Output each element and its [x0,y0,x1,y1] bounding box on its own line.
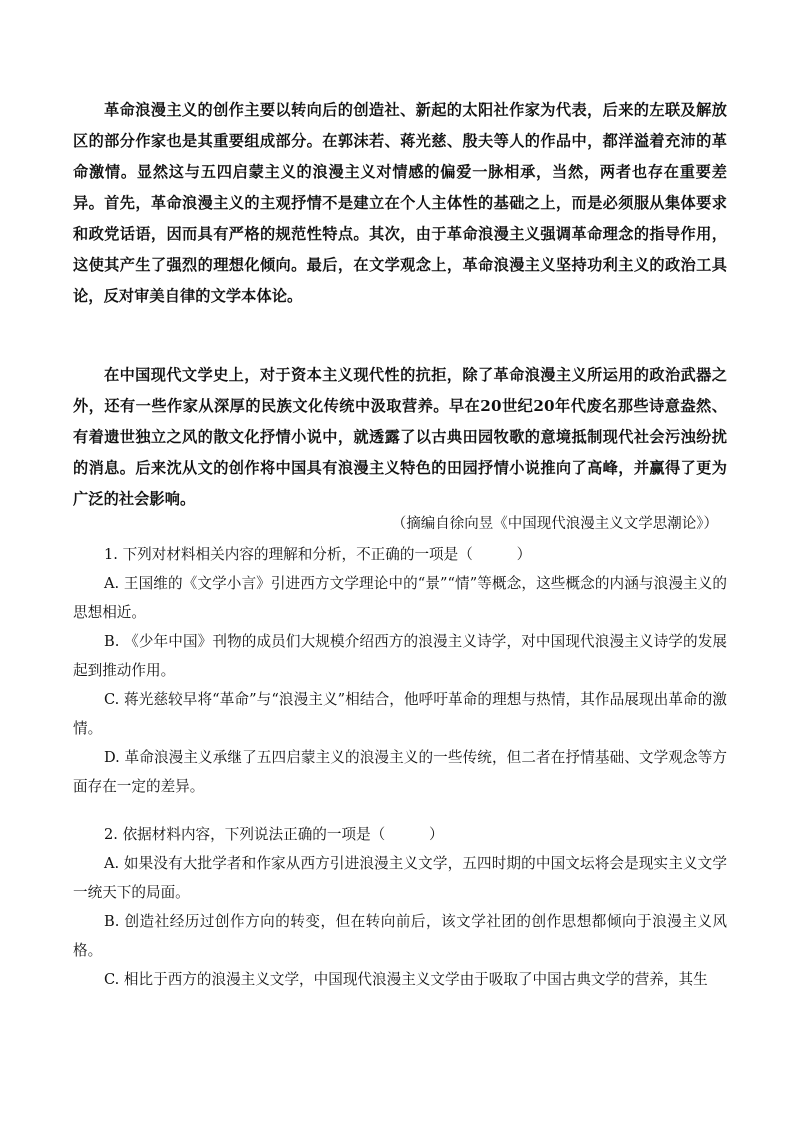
question-2-option-a: A. 如果没有大批学者和作家从西方引进浪漫主义文学，五四时期的中国文坛将会是现实主义文学一统天下的局面。 [73,855,727,901]
question-2 [73,820,727,994]
question-1-stem: 1. 下列对材料相关内容的理解和分析，不正确的一项是（ ） [104,546,532,563]
passage-source: （摘编自徐向昱《中国现代浪漫主义文学思潮论》） [391,516,718,532]
question-1 [73,540,727,801]
question-2-option-c: C. 相比于西方的浪漫主义文学，中国现代浪漫主义文学由于吸取了中国古典文学的营养，其生 [104,971,708,988]
question-1-option-b: B. 《少年中国》刊物的成员们大规模介绍西方的浪漫主义诗学，对中国现代浪漫主义诗学的发展起到推动作用。 [73,633,727,679]
question-1-option-a: A. 王国维的《文学小言》引进西方文学理论中的“景”“情”等概念，这些概念的内涵与浪漫主义的思想相近。 [73,575,727,621]
question-1-option-d: D. 革命浪漫主义承继了五四启蒙主义的浪漫主义的一些传统，但二者在抒情基础、文学观念等方面存在一定的差异。 [73,749,727,795]
question-1-option-c: C. 蒋光慈较早将“革命”与“浪漫主义”相结合，他呼吁革命的理想与热情，其作品展现出革命的激情。 [73,691,727,737]
passage-paragraph-1: 革命浪漫主义的创作主要以转向后的创造社、新起的太阳社作家为代表，后来的左联及解放区的部分作家也是其重要组成部分。在郭沫若、蒋光慈、殷夫等人的作品中，都洋溢着充沛的革命激情。显然这与五四启蒙主义的浪漫主义对情感的偏爱一脉相承，当然，两者也存在重要差异。首先，革命浪漫主义的主观抒情不是建立在个人主体性的基础之上，而是必须服从集体要求和政党话语，因而具有严格的规范性特点。其次，由于革命浪漫主义强调革命理念的指导作用，这使其产生了强烈的理想化倾向。最后，在文学观念上，革命浪漫主义坚持功利主义的政治工具论，反对审美自律的文学本体论。 [73,101,727,305]
question-2-stem: 2. 依据材料内容，下列说法正确的一项是（ ） [104,826,444,843]
passage-paragraph-2: 在中国现代文学史上，对于资本主义现代性的抗拒，除了革命浪漫主义所运用的政治武器之外，还有一些作家从深厚的民族文化传统中汲取营养。早在20世纪20年代废名那些诗意盎然、有着遗世独立之风的散文化抒情小说中，就透露了以古典田园牧歌的意境抵制现代社会污浊纷扰的消息。后来沈从文的创作将中国具有浪漫主义特色的田园抒情小说推向了高峰，并赢得了更为广泛的社会影响。 [73,366,727,508]
question-2-option-b: B. 创造社经历过创作方向的转变，但在转向前后，该文学社团的创作思想都倾向于浪漫主义风格。 [73,913,727,959]
